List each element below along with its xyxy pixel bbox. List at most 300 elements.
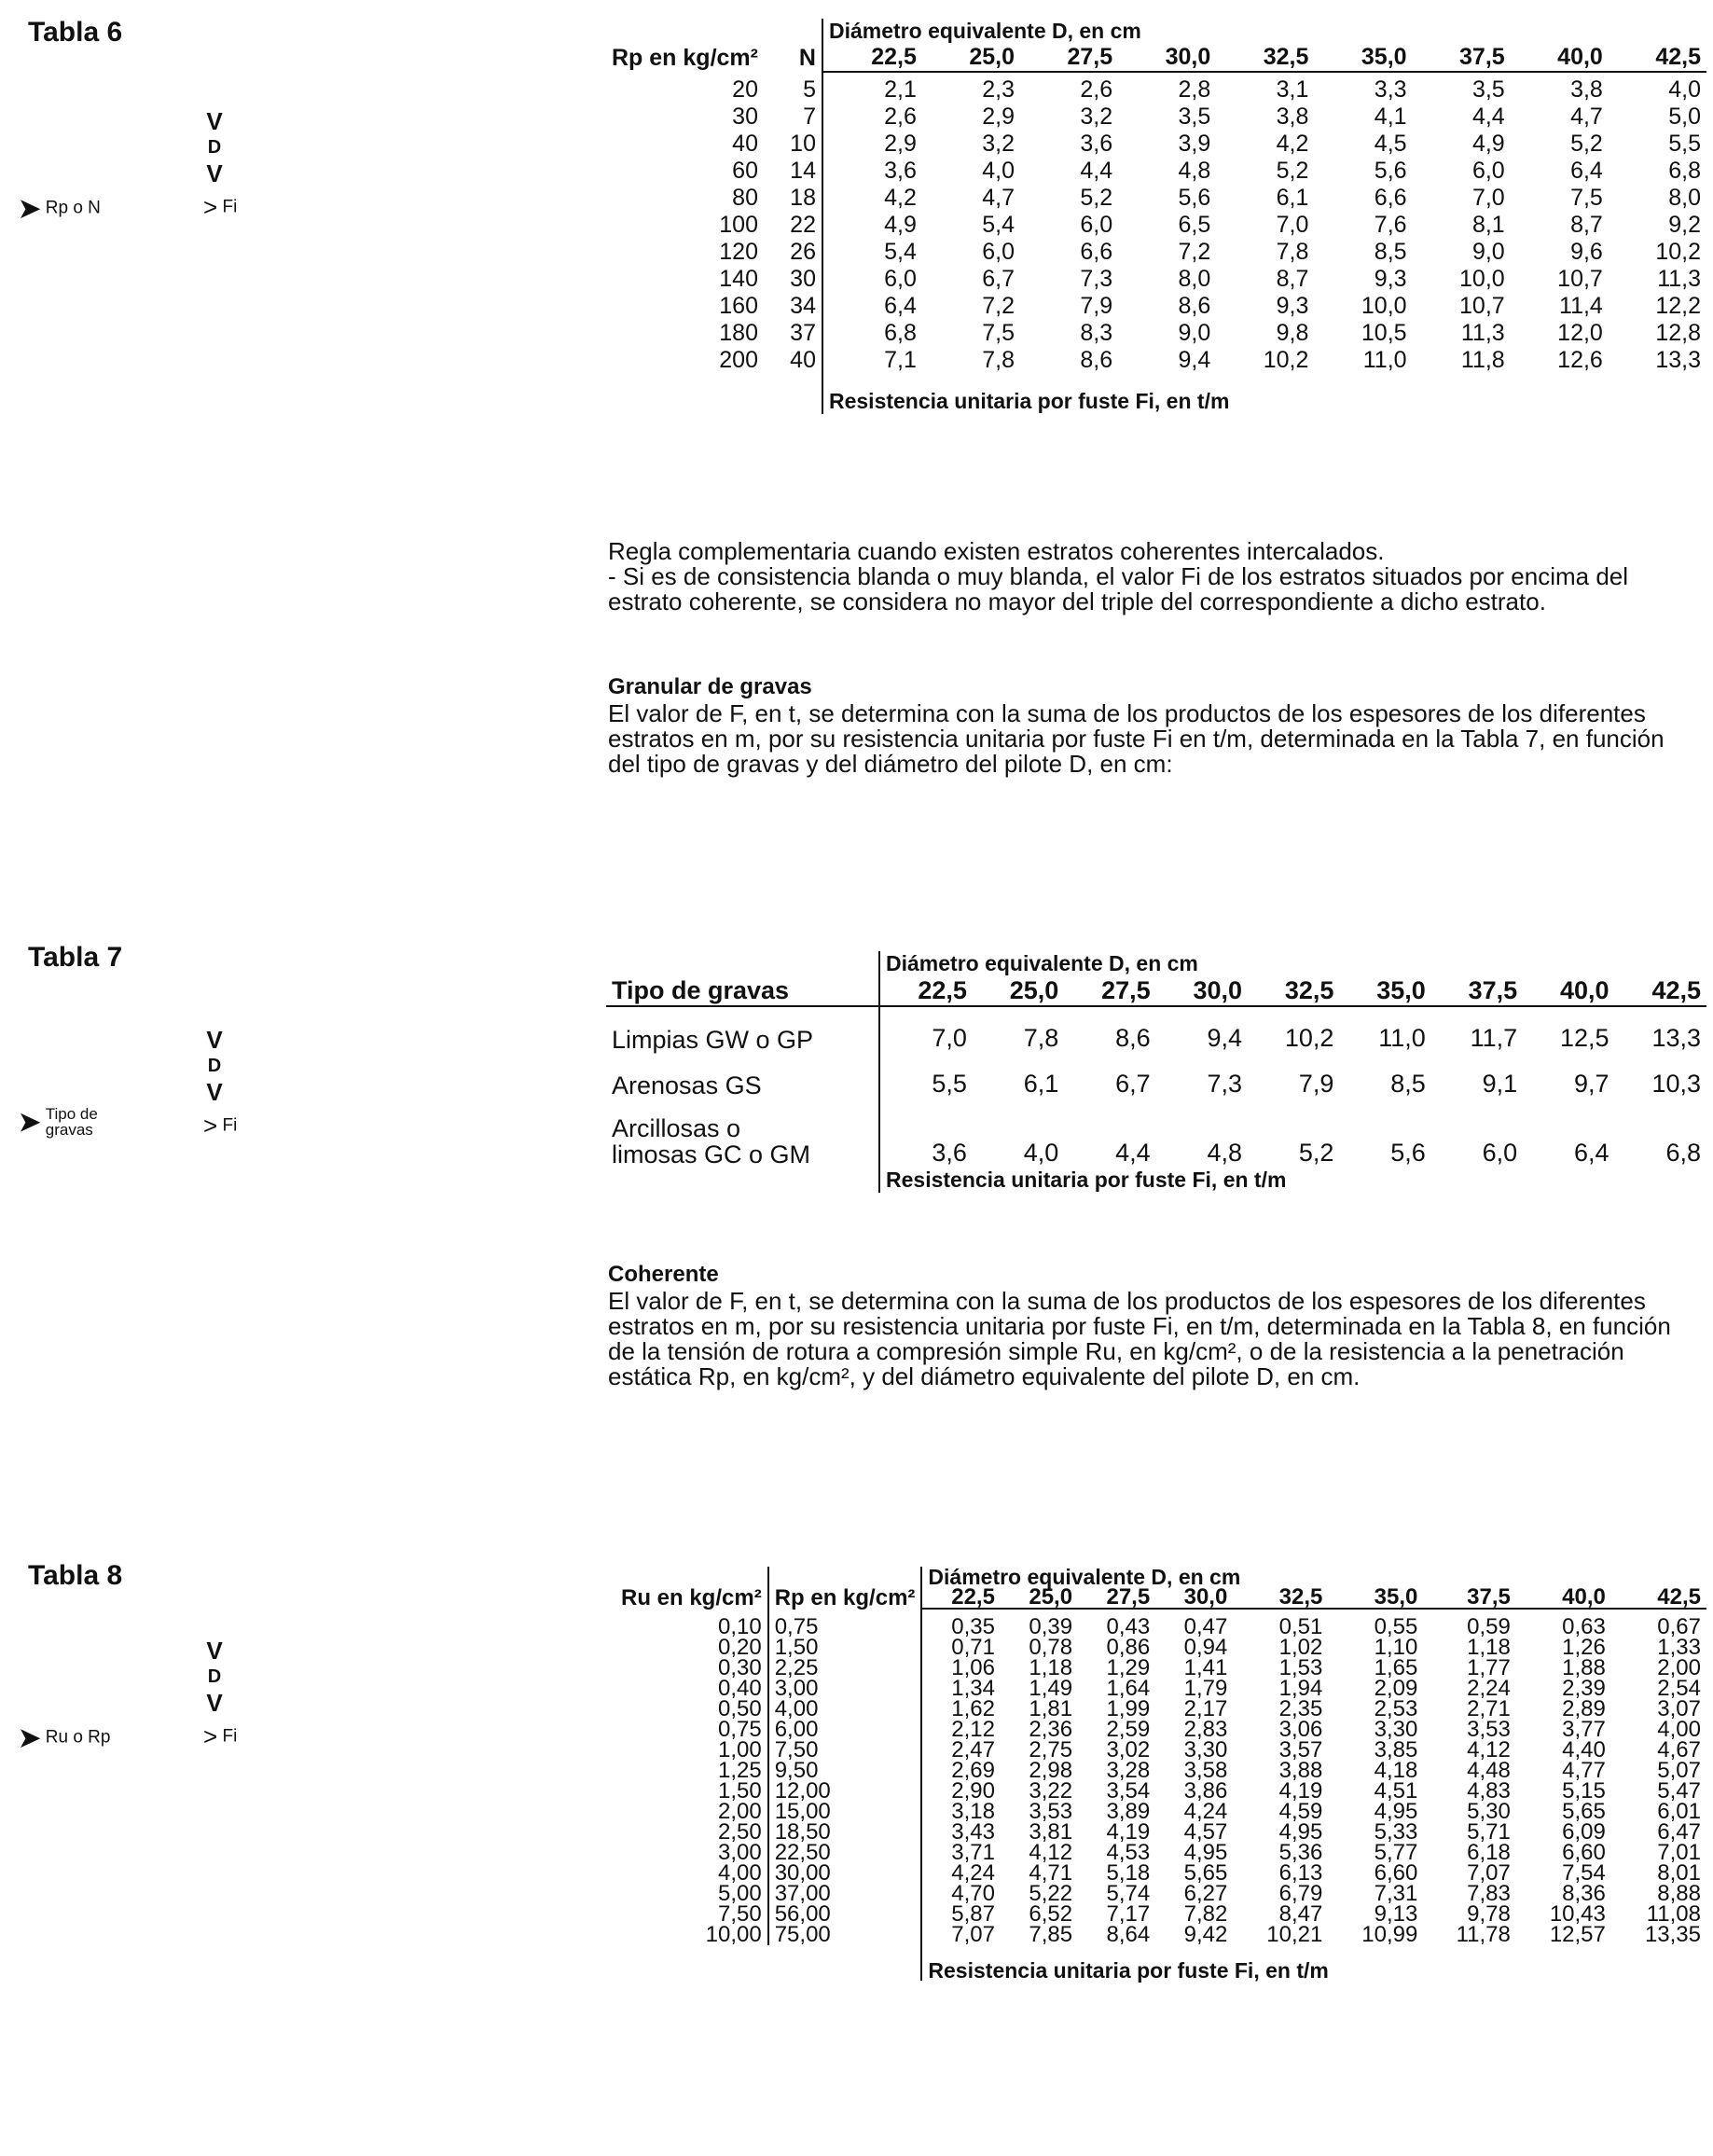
table-footer: Resistencia unitaria por fuste Fi, en t/m	[822, 374, 1706, 414]
diagram-d-label: D	[207, 1666, 222, 1687]
diameter-header: 32,5	[1233, 1587, 1328, 1609]
value-cell: 2,71	[1467, 1696, 1511, 1721]
ru-cell: 0,40	[717, 1676, 762, 1701]
value-cell: 7,3	[1080, 266, 1113, 292]
value-cell: 10,2	[1284, 1024, 1334, 1052]
value-cell: 2,89	[1562, 1696, 1606, 1721]
value-cell: 3,53	[1467, 1717, 1511, 1742]
value-cell: 6,4	[1570, 158, 1603, 184]
tipo-cell	[606, 1099, 879, 1168]
value-cell: 5,77	[1374, 1840, 1418, 1865]
value-cell: 7,3	[1207, 1070, 1243, 1098]
value-cell: 7,9	[1298, 1070, 1334, 1098]
diameter-header: 35,0	[1328, 1587, 1423, 1609]
value-cell: 4,4	[1080, 158, 1113, 184]
n-cell: 26	[790, 239, 816, 265]
value-cell: 1,06	[921, 1658, 1001, 1679]
ru-cell: 2,00	[717, 1799, 762, 1824]
value-cell: 6,6	[1374, 185, 1407, 211]
value-cell: 3,81	[1029, 1819, 1073, 1845]
ru-cell: 10,00	[705, 1922, 762, 1947]
diameter-caption: Diámetro equivalente D, en cm	[921, 1567, 1706, 1587]
value-cell: 12,0	[1557, 320, 1603, 346]
value-cell: 3,53	[1029, 1799, 1073, 1824]
value-cell: 7,83	[1467, 1881, 1511, 1906]
value-cell: 4,12	[1029, 1840, 1073, 1865]
diameter-header: 25,0	[973, 976, 1064, 1006]
value-cell: 6,7	[982, 266, 1015, 292]
table-row	[606, 158, 1706, 185]
diagram-input	[19, 1722, 110, 1753]
value-cell: 9,7	[1573, 1070, 1609, 1098]
value-cell: 10,0	[1361, 293, 1407, 319]
rp-cell: 30	[732, 104, 758, 130]
value-cell: 2,54	[1657, 1676, 1701, 1701]
value-cell: 4,4	[1115, 1139, 1151, 1167]
rp-cell: 180	[719, 320, 758, 346]
tabla-7	[606, 951, 1706, 1193]
rp-cell: 37,00	[768, 1884, 922, 1904]
col-header-rp: Rp en kg/cm²	[768, 1567, 922, 1609]
value-cell: 8,5	[1390, 1070, 1426, 1098]
value-cell: 4,8	[1178, 158, 1211, 184]
value-cell: 3,8	[1570, 76, 1603, 103]
table-row	[615, 1609, 1706, 1638]
value-cell: 12,8	[1655, 320, 1701, 346]
value-cell: 10,0	[1459, 266, 1505, 292]
col-header-rp: Rp en kg/cm²	[612, 45, 758, 71]
rp-cell: 22,50	[768, 1843, 922, 1863]
tipo-line: limosas GC o GM	[612, 1140, 811, 1168]
diameter-header: 27,5	[1020, 44, 1118, 72]
value-cell: 6,8	[1668, 158, 1701, 184]
arrow-right-icon: >	[203, 1722, 218, 1750]
value-cell: 2,36	[1029, 1717, 1073, 1742]
diagram-output-label: Fi	[222, 1115, 238, 1136]
rp-cell: 7,50	[768, 1740, 922, 1761]
value-cell: 5,6	[1374, 158, 1407, 184]
tipo-line-1: Arcillosas o	[612, 1114, 741, 1142]
value-cell: 0,94	[1183, 1635, 1228, 1660]
diameter-header: 37,5	[1431, 976, 1523, 1006]
value-cell: 5,4	[822, 239, 922, 266]
granular-body: El valor de F, en t, se determina con la suma de los productos de los espesores de los diferentes estratos en m, por su resistencia unitaria por fuste Fi en t/m, determinada en la Tabla 7, en función del tipo de gravas y del diámetro del pilote D, en cm:	[608, 699, 1665, 778]
diameter-header: 32,5	[1248, 976, 1339, 1006]
value-cell: 13,3	[1651, 1024, 1701, 1052]
value-cell: 2,09	[1374, 1676, 1418, 1701]
ru-cell: 0,20	[717, 1635, 762, 1660]
diagram-input-label: Rp o N	[45, 198, 101, 218]
value-cell: 4,7	[982, 185, 1015, 211]
value-cell: 9,8	[1276, 320, 1309, 346]
value-cell: 2,24	[1467, 1676, 1511, 1701]
value-cell: 2,59	[1106, 1717, 1151, 1742]
value-cell: 2,47	[921, 1740, 1001, 1761]
rp-cell: 200	[719, 347, 758, 373]
rp-cell: 3,00	[768, 1679, 922, 1699]
value-cell: 10,2	[1263, 347, 1309, 373]
value-cell: 7,31	[1374, 1881, 1418, 1906]
ru-cell: 0,30	[717, 1655, 762, 1680]
value-cell: 4,18	[1374, 1758, 1418, 1783]
table-row	[606, 1099, 1706, 1168]
diameter-header: 37,5	[1423, 1587, 1516, 1609]
value-cell: 2,12	[921, 1720, 1001, 1740]
value-cell: 4,40	[1562, 1737, 1606, 1762]
value-cell: 8,5	[1374, 239, 1407, 265]
value-cell: 5,2	[1276, 158, 1309, 184]
value-cell: 0,35	[921, 1609, 1001, 1638]
value-cell: 11,0	[1362, 347, 1407, 373]
ru-cell: 3,00	[717, 1840, 762, 1865]
value-cell: 6,0	[822, 266, 922, 293]
value-cell: 4,95	[1374, 1799, 1418, 1824]
value-cell: 6,1	[1276, 185, 1309, 211]
value-cell: 4,51	[1374, 1778, 1418, 1804]
col-header-ru: Ru en kg/cm²	[621, 1585, 762, 1610]
value-cell: 4,5	[1374, 131, 1407, 157]
rp-cell: 0,75	[768, 1609, 922, 1638]
value-cell: 6,0	[982, 239, 1015, 265]
value-cell: 4,0	[1023, 1139, 1059, 1167]
value-cell: 0,67	[1657, 1614, 1701, 1639]
value-cell: 7,2	[1178, 239, 1211, 265]
value-cell: 10,5	[1361, 320, 1407, 346]
value-cell: 5,0	[1668, 104, 1701, 130]
value-cell: 8,6	[1115, 1024, 1151, 1052]
value-cell: 2,17	[1183, 1696, 1228, 1721]
value-cell: 1,34	[921, 1679, 1001, 1699]
tabla-6	[606, 19, 1706, 414]
value-cell: 7,07	[921, 1925, 1001, 1945]
value-cell: 10,99	[1361, 1922, 1418, 1947]
diagram-output-label: Fi	[222, 1726, 238, 1747]
value-cell: 9,3	[1374, 266, 1407, 292]
value-cell: 5,47	[1657, 1778, 1701, 1804]
value-cell: 6,60	[1374, 1860, 1418, 1886]
ru-cell: 0,10	[717, 1613, 762, 1639]
ru-cell: 1,50	[717, 1778, 762, 1804]
value-cell: 1,65	[1374, 1655, 1418, 1680]
value-cell: 3,6	[1080, 131, 1113, 157]
diameter-caption: Diámetro equivalente D, en cm	[822, 19, 1706, 44]
value-cell: 3,8	[1276, 104, 1309, 130]
table-row	[606, 72, 1706, 104]
rp-cell: 40	[732, 131, 758, 157]
value-cell: 7,6	[1374, 212, 1407, 238]
value-cell: 6,0	[1080, 212, 1113, 238]
diameter-header: 22,5	[822, 44, 922, 72]
diameter-header: 30,0	[1155, 1587, 1233, 1609]
value-cell: 5,65	[1183, 1860, 1228, 1886]
value-cell: 11,3	[1460, 320, 1505, 346]
value-cell: 4,8	[1207, 1139, 1243, 1167]
value-cell: 4,1	[1374, 104, 1407, 130]
value-cell: 2,9	[982, 104, 1015, 130]
table-footer: Resistencia unitaria por fuste Fi, en t/m	[921, 1945, 1706, 1981]
ru-cell: 1,00	[717, 1737, 762, 1762]
table-row	[606, 293, 1706, 320]
value-cell: 5,87	[921, 1904, 1001, 1925]
value-cell: 8,36	[1562, 1881, 1606, 1906]
value-cell: 6,8	[1665, 1139, 1701, 1167]
arrow-right-icon: ➤	[19, 194, 41, 223]
value-cell: 5,2	[1080, 185, 1113, 211]
value-cell: 1,10	[1374, 1635, 1418, 1660]
table-row	[606, 212, 1706, 239]
value-cell: 10,21	[1266, 1922, 1323, 1947]
diameter-header: 40,0	[1516, 1587, 1611, 1609]
value-cell: 1,18	[1029, 1655, 1073, 1680]
value-cell: 3,02	[1106, 1737, 1151, 1762]
value-cell: 9,4	[1178, 347, 1211, 373]
value-cell: 1,94	[1278, 1676, 1323, 1701]
value-cell: 11,08	[1646, 1901, 1701, 1927]
value-cell: 3,89	[1106, 1799, 1151, 1824]
value-cell: 2,90	[921, 1781, 1001, 1802]
n-cell: 14	[790, 158, 816, 184]
table-row	[606, 239, 1706, 266]
diameter-caption: Diámetro equivalente D, en cm	[879, 951, 1706, 976]
tabla-7-label: Tabla 7	[28, 942, 123, 973]
diagram-input	[19, 1106, 111, 1138]
diameter-header: 25,0	[922, 44, 1020, 72]
value-cell: 3,57	[1278, 1737, 1323, 1762]
value-cell: 3,28	[1106, 1758, 1151, 1783]
value-cell: 5,6	[1178, 185, 1211, 211]
arrow-down-icon: V	[206, 1689, 223, 1717]
value-cell: 5,07	[1657, 1758, 1701, 1783]
value-cell: 12,5	[1559, 1024, 1609, 1052]
value-cell: 13,35	[1644, 1922, 1701, 1947]
n-cell: 18	[790, 185, 816, 211]
value-cell: 1,64	[1106, 1676, 1151, 1701]
value-cell: 3,54	[1106, 1778, 1151, 1804]
ru-cell: 4,00	[717, 1860, 762, 1886]
value-cell: 1,77	[1467, 1655, 1511, 1680]
value-cell: 3,6	[879, 1099, 973, 1168]
value-cell: 9,1	[1482, 1070, 1518, 1098]
value-cell: 2,1	[822, 72, 922, 104]
diagram-d-label: D	[207, 137, 222, 158]
value-cell: 7,5	[1570, 185, 1603, 211]
coherente-body: El valor de F, en t, se determina con la suma de los productos de los espesores de los diferentes estratos en m, por su resistencia unitaria por fuste Fi, en t/m, determinada en la Tabla 8, en función de la tensión de rotura a compresión simple Ru, en kg/cm², o de la resistencia a la penetración estática Rp, en kg/cm², y del diámetro equivalente del pilote D, en cm.	[608, 1287, 1671, 1390]
rp-cell: 9,50	[768, 1761, 922, 1781]
value-cell: 8,0	[1668, 185, 1701, 211]
diameter-header: 42,5	[1611, 1587, 1706, 1609]
n-cell: 7	[803, 104, 816, 130]
value-cell: 9,0	[1178, 320, 1211, 346]
arrow-right-icon: ➤	[19, 1107, 41, 1137]
rp-cell: 6,00	[768, 1720, 922, 1740]
rp-cell: 100	[719, 212, 758, 238]
value-cell: 4,95	[1183, 1840, 1228, 1865]
value-cell: 11,3	[1657, 266, 1701, 292]
value-cell: 1,62	[921, 1699, 1001, 1720]
n-cell: 10	[790, 131, 816, 157]
rp-cell: 18,50	[768, 1822, 922, 1843]
value-cell: 1,79	[1183, 1676, 1228, 1701]
value-cell: 4,9	[822, 212, 922, 239]
table-row	[606, 347, 1706, 374]
value-cell: 2,8	[1178, 76, 1211, 103]
value-cell: 4,2	[822, 185, 922, 212]
diagram-output	[203, 1112, 237, 1140]
value-cell: 6,52	[1029, 1901, 1073, 1927]
value-cell: 7,01	[1657, 1840, 1701, 1865]
tabla-6-label: Tabla 6	[28, 17, 123, 48]
value-cell: 7,8	[1023, 1024, 1059, 1052]
ru-cell: 1,25	[717, 1758, 762, 1783]
value-cell: 2,69	[921, 1761, 1001, 1781]
value-cell: 2,6	[1080, 76, 1113, 103]
rp-cell: 30,00	[768, 1863, 922, 1884]
diameter-header: 42,5	[1609, 44, 1706, 72]
value-cell: 3,43	[921, 1822, 1001, 1843]
n-cell: 30	[790, 266, 816, 292]
value-cell: 4,71	[1029, 1860, 1073, 1886]
value-cell: 10,3	[1651, 1070, 1701, 1098]
ru-cell: 0,50	[717, 1696, 762, 1721]
arrow-down-icon: V	[206, 107, 223, 135]
value-cell: 2,53	[1374, 1696, 1418, 1721]
value-cell: 8,6	[1080, 347, 1113, 373]
value-cell: 11,8	[1460, 347, 1505, 373]
value-cell: 3,22	[1029, 1778, 1073, 1804]
value-cell: 0,71	[921, 1638, 1001, 1658]
arrow-down-icon: V	[206, 1637, 223, 1665]
value-cell: 2,6	[822, 104, 922, 131]
n-cell: 40	[790, 347, 816, 373]
value-cell: 9,42	[1183, 1922, 1228, 1947]
col-header-tipo: Tipo de gravas	[606, 976, 879, 1006]
value-cell: 3,71	[921, 1843, 1001, 1863]
rp-cell: 80	[732, 185, 758, 211]
value-cell: 7,5	[982, 320, 1015, 346]
value-cell: 4,12	[1467, 1737, 1511, 1762]
value-cell: 2,75	[1029, 1737, 1073, 1762]
value-cell: 4,19	[1278, 1778, 1323, 1804]
arrow-right-icon: >	[203, 193, 218, 221]
table-row	[606, 320, 1706, 347]
value-cell: 5,18	[1106, 1860, 1151, 1886]
value-cell: 8,3	[1080, 320, 1113, 346]
tabla-8-diagram	[19, 1637, 261, 1776]
value-cell: 5,6	[1390, 1139, 1426, 1167]
value-cell: 4,0	[982, 158, 1015, 184]
value-cell: 3,88	[1278, 1758, 1323, 1783]
value-cell: 0,78	[1029, 1635, 1073, 1660]
rp-cell: 4,00	[768, 1699, 922, 1720]
value-cell: 8,01	[1657, 1860, 1701, 1886]
value-cell: 0,86	[1106, 1635, 1151, 1660]
value-cell: 9,6	[1570, 239, 1603, 265]
tabla-8	[615, 1567, 1706, 1981]
diagram-output	[203, 1722, 237, 1751]
value-cell: 4,2	[1276, 131, 1309, 157]
diameter-header: 22,5	[921, 1587, 1001, 1609]
value-cell: 6,1	[1023, 1070, 1059, 1098]
value-cell: 7,17	[1106, 1901, 1151, 1927]
value-cell: 6,18	[1467, 1840, 1511, 1865]
value-cell: 6,01	[1657, 1799, 1701, 1824]
value-cell: 5,65	[1562, 1799, 1606, 1824]
value-cell: 4,77	[1562, 1758, 1606, 1783]
value-cell: 2,3	[982, 76, 1015, 103]
value-cell: 2,98	[1029, 1758, 1073, 1783]
value-cell: 3,2	[982, 131, 1015, 157]
value-cell: 1,99	[1106, 1696, 1151, 1721]
value-cell: 1,33	[1657, 1635, 1701, 1660]
diameter-header: 30,0	[1156, 976, 1248, 1006]
diagram-input-label: Tipo de gravas	[45, 1105, 98, 1139]
regla-line-1: Regla complementaria cuando existen estratos coherentes intercalados.	[608, 537, 1385, 565]
diameter-header: 32,5	[1216, 44, 1314, 72]
tipo-cell	[606, 1006, 879, 1053]
value-cell: 3,07	[1657, 1696, 1701, 1721]
value-cell: 4,24	[921, 1863, 1001, 1884]
ru-cell: 0,75	[717, 1717, 762, 1742]
value-cell: 1,18	[1467, 1635, 1511, 1660]
value-cell: 5,22	[1029, 1881, 1073, 1906]
tipo-cell	[606, 1053, 879, 1099]
value-cell: 1,88	[1562, 1655, 1606, 1680]
diameter-header: 27,5	[1064, 976, 1155, 1006]
value-cell: 4,4	[1471, 104, 1505, 130]
diagram-output-label: Fi	[222, 197, 238, 217]
arrow-down-icon: V	[206, 159, 223, 187]
value-cell: 10,7	[1459, 293, 1505, 319]
value-cell: 10,43	[1549, 1901, 1606, 1927]
value-cell: 4,24	[1183, 1799, 1228, 1824]
coherente-heading: Coherente	[608, 1262, 719, 1287]
value-cell: 8,7	[1276, 266, 1309, 292]
value-cell: 6,13	[1278, 1860, 1323, 1886]
arrow-right-icon: >	[203, 1112, 218, 1140]
value-cell: 6,6	[1080, 239, 1113, 265]
value-cell: 9,3	[1276, 293, 1309, 319]
rp-cell: 60	[732, 158, 758, 184]
rp-cell: 120	[719, 239, 758, 265]
arrow-down-icon: V	[206, 1078, 223, 1106]
diameter-header: 25,0	[1001, 1587, 1078, 1609]
value-cell: 7,07	[1467, 1860, 1511, 1886]
value-cell: 3,30	[1183, 1737, 1228, 1762]
diagram-d-label: D	[207, 1056, 222, 1076]
value-cell: 5,74	[1106, 1881, 1151, 1906]
ru-cell: 5,00	[717, 1881, 762, 1906]
value-cell: 5,33	[1374, 1819, 1418, 1845]
value-cell: 4,0	[1668, 76, 1701, 103]
value-cell: 1,29	[1106, 1655, 1151, 1680]
value-cell: 9,78	[1467, 1901, 1511, 1927]
value-cell: 3,2	[1080, 104, 1113, 130]
rp-cell: 12,00	[768, 1781, 922, 1802]
value-cell: 4,83	[1467, 1778, 1511, 1804]
value-cell: 9,0	[1471, 239, 1505, 265]
value-cell: 12,6	[1557, 347, 1603, 373]
rp-cell: 15,00	[768, 1802, 922, 1822]
value-cell: 7,82	[1183, 1901, 1228, 1927]
value-cell: 12,57	[1549, 1922, 1606, 1947]
value-cell: 6,4	[1573, 1139, 1609, 1167]
value-cell: 7,0	[1276, 212, 1309, 238]
value-cell: 4,48	[1467, 1758, 1511, 1783]
diameter-header: 40,0	[1511, 44, 1609, 72]
value-cell: 0,55	[1374, 1614, 1418, 1639]
value-cell: 3,5	[1178, 104, 1211, 130]
ru-cell: 7,50	[717, 1901, 762, 1927]
